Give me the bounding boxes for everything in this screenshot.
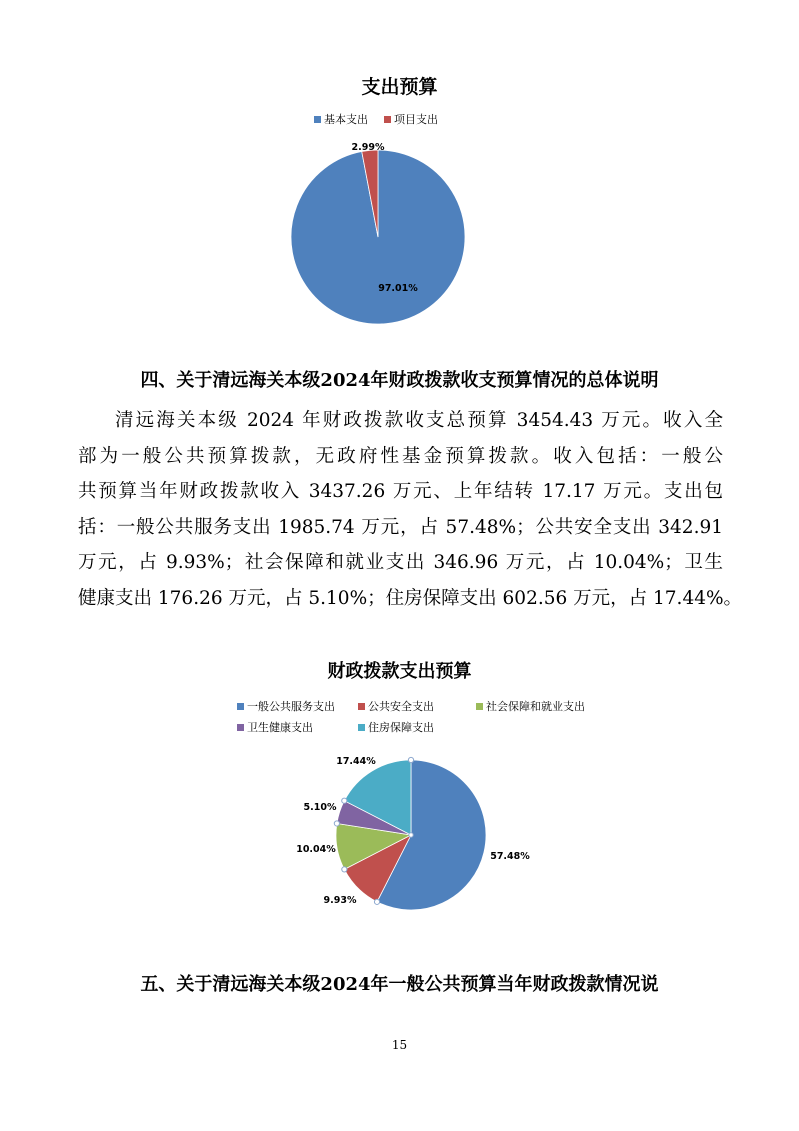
legend-label: 社会保障和就业支出: [486, 700, 585, 713]
section4-heading: 四、关于清远海关本级2024年财政拨款收支预算情况的总体说明: [140, 370, 659, 391]
legend-label: 基本支出: [324, 113, 368, 126]
pie-data-label: 57.48%: [490, 851, 530, 862]
page-number: 15: [391, 1038, 408, 1052]
chart2-title: 财政拨款支出预算: [327, 661, 472, 682]
paragraph-line: 部为一般公共预算拨款，无政府性基金预算拨款。收入包括：一般公: [78, 445, 723, 467]
pie-data-label: 10.04%: [296, 844, 336, 855]
legend-label: 公共安全支出: [368, 700, 434, 713]
slice-handle-marker: [342, 798, 347, 803]
legend-label: 项目支出: [394, 113, 438, 126]
section5-heading: 五、关于清远海关本级2024年一般公共预算当年财政拨款情况说: [140, 974, 659, 995]
slice-handle-marker: [409, 833, 413, 837]
pie-data-label: 17.44%: [336, 756, 376, 767]
legend-label: 住房保障支出: [368, 721, 434, 734]
paragraph-line: 清远海关本级 2024 年财政拨款收支总预算 3454.43 万元。收入全: [115, 410, 723, 431]
legend-label: 一般公共服务支出: [247, 700, 335, 713]
pie-data-label: 9.93%: [323, 895, 357, 906]
pie-data-label: 5.10%: [303, 802, 337, 813]
chart1-title: 支出预算: [361, 76, 438, 98]
slice-handle-marker: [374, 899, 379, 904]
paragraph-line: 括：一般公共服务支出 1985.74 万元，占 57.48%；公共安全支出 342.91: [78, 516, 723, 538]
slice-handle-marker: [334, 821, 339, 826]
pie-data-label: 2.99%: [351, 142, 385, 153]
paragraph-line: 共预算当年财政拨款收入 3437.26 万元、上年结转 17.17 万元。支出包: [78, 481, 723, 503]
legend-label: 卫生健康支出: [247, 721, 313, 734]
paragraph-line: 健康支出 176.26 万元，占 5.10%；住房保障支出 602.56 万元，占 17.44%。: [78, 587, 743, 609]
slice-handle-marker: [408, 757, 413, 762]
pie-data-label: 97.01%: [378, 283, 418, 294]
paragraph-line: 万元，占 9.93%；社会保障和就业支出 346.96 万元，占 10.04%；卫生: [78, 552, 723, 574]
slice-handle-marker: [342, 867, 347, 872]
